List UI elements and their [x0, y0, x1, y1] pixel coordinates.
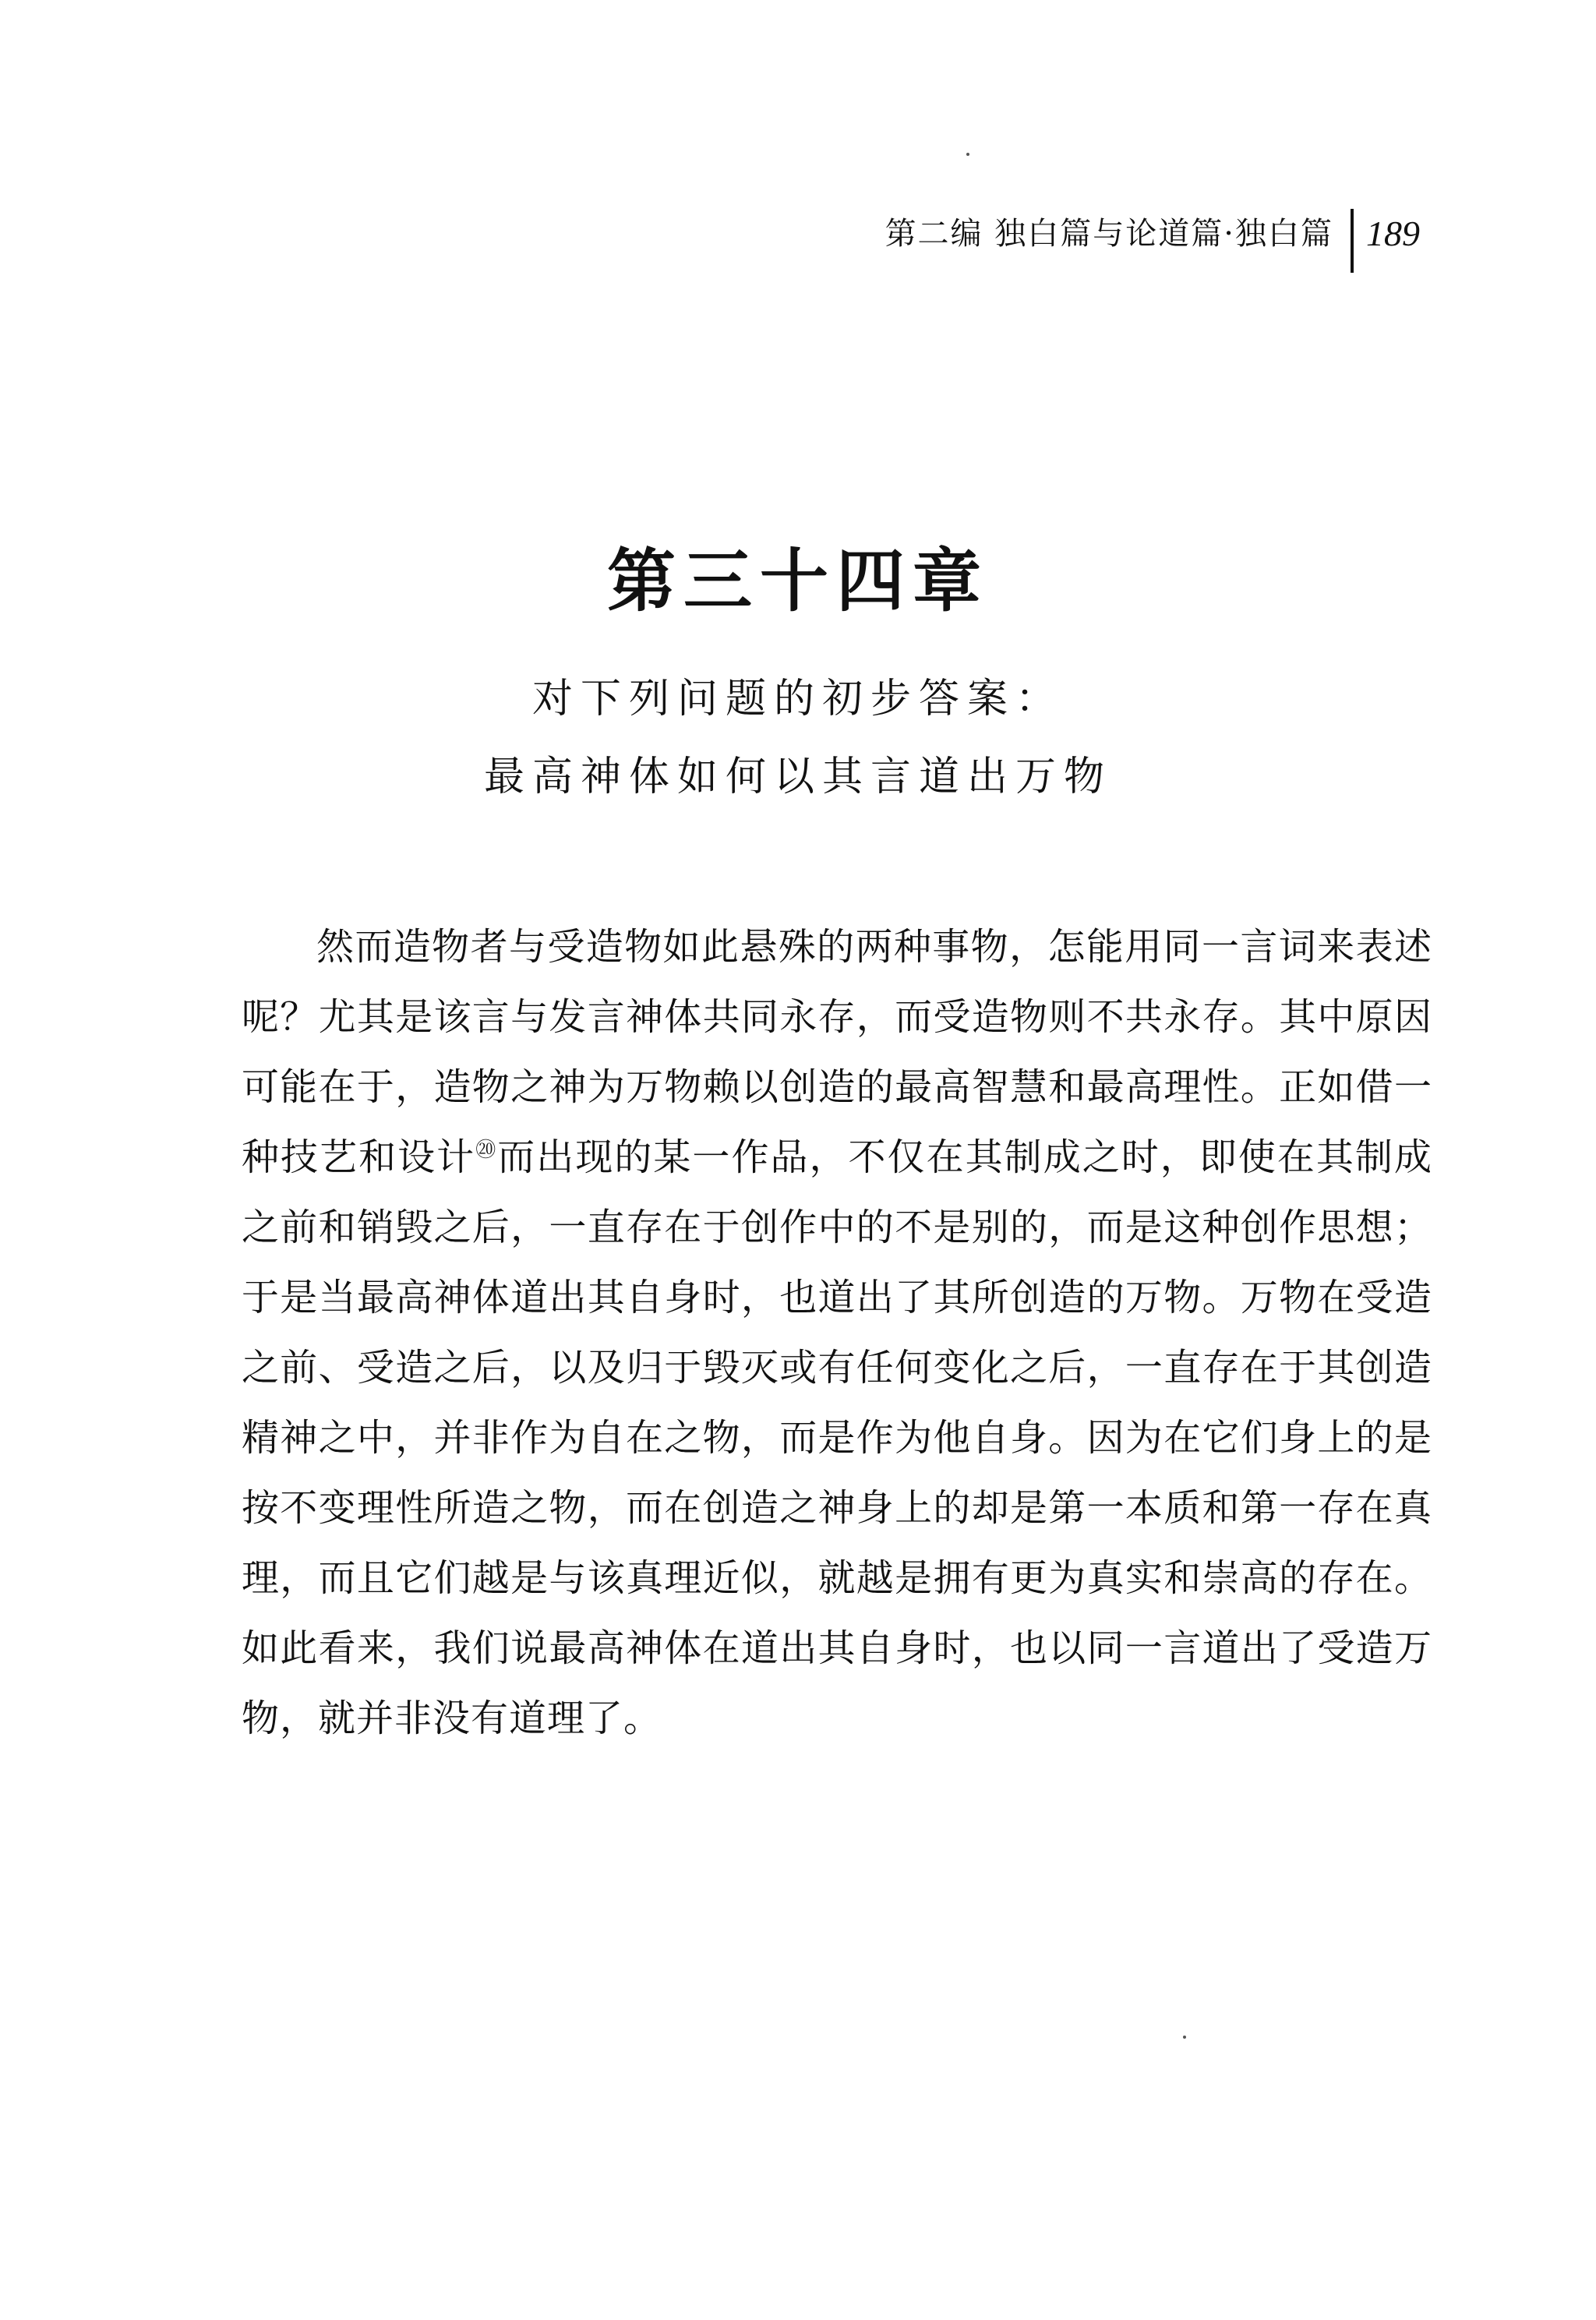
body-text-after-note: 而出现的某一作品，不仅在其制成之时，即使在其制成之前和销毁之后，一直存在于创作中的不是别的，而是这种创作思想；于是当最高神体道出其自身时，也道出了其所创造的万物。万物在受造之前、受造之后，以及归于毁灭或有任何变化之后，一直存在于其创造精神之中，并非作为自在之物，而是作为他自身。因为在它们身上的是按不变理性所造之物，而在创造之神身上的却是第一本质和第一存在真理，而且它们越是与该真理近似，就越是拥有更为真实和崇高的存在。如此看来，我们说最高神体在道出其自身时，也以同一言道出了受造万物，就并非没有道理了。	[242, 1135, 1432, 1740]
chapter-subtitle-line-2: 最高神体如何以其言道出万物	[483, 754, 1112, 800]
chapter-title: 第三十四章	[606, 540, 989, 621]
scan-speck	[1183, 2036, 1186, 2039]
body-paragraph	[242, 912, 1432, 1753]
chapter-subtitle-line-1: 对下列问题的初步答案：	[531, 676, 1064, 722]
body-text-before-note: 然而造物者与受造物如此悬殊的两种事物，怎能用同一言词来表述呢？尤其是该言与发言神体共同永存，而受造物则不共永存。其中原因可能在于，造物之神为万物赖以创造的最高智慧和最高理性。正如借一种技艺和设计	[242, 925, 1432, 1179]
running-head	[885, 209, 1420, 273]
footnote-marker[interactable]: ⑳	[475, 1139, 498, 1162]
running-head-text: 第二编 独白篇与论道篇·独白篇	[885, 216, 1333, 252]
scan-speck	[966, 153, 969, 156]
page-number: 189	[1366, 214, 1420, 253]
